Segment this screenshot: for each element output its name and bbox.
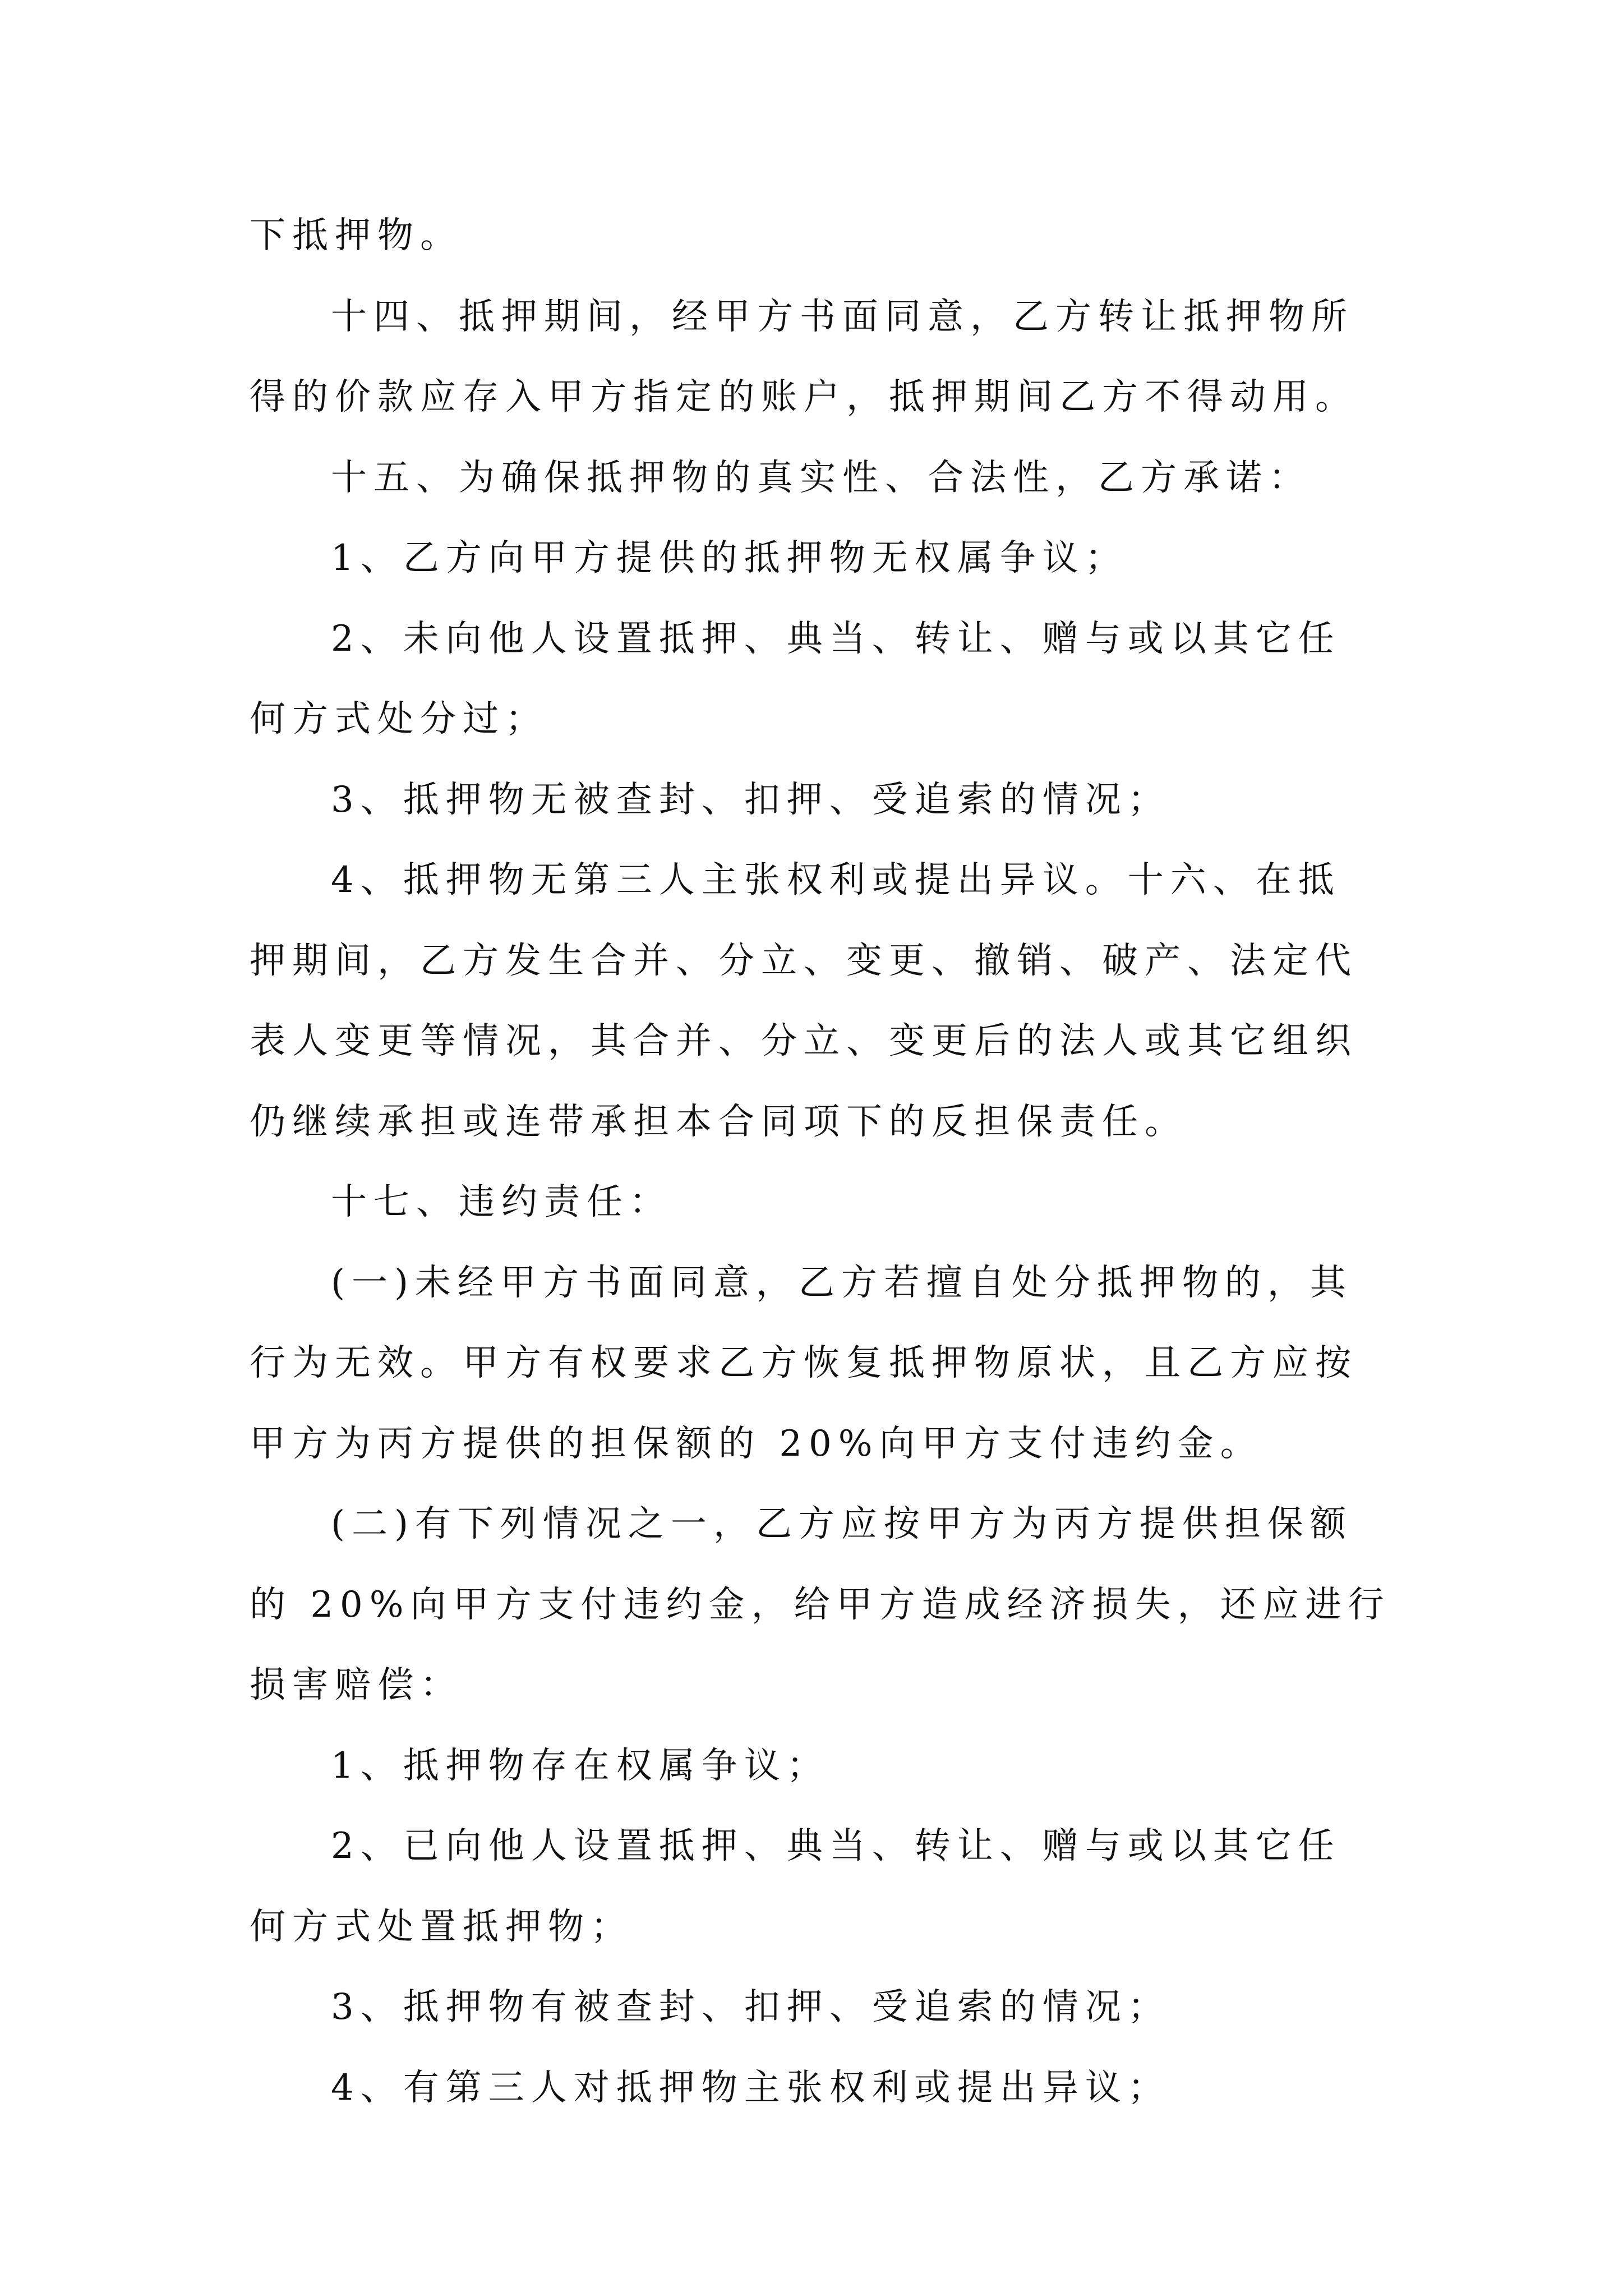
text-line: (一)未经甲方书面同意，乙方若擅自处分抵押物的，其 [331,1262,1353,1304]
text-line: 仍继续承担或连带承担本合同项下的反担保责任。 [250,1101,1187,1143]
text-line: 4、有第三人对抵押物主张权利或提出异议； [331,2067,1170,2109]
text-line: 表人变更等情况，其合并、分立、变更后的法人或其它组织 [250,1020,1358,1062]
text-line: 十七、违约责任： [331,1181,672,1223]
text-line: 行为无效。甲方有权要求乙方恢复抵押物原状，且乙方应按 [250,1342,1358,1384]
text-line: (二)有下列情况之一，乙方应按甲方为丙方提供担保额 [331,1503,1353,1545]
text-line: 十四、抵押期间，经甲方书面同意，乙方转让抵押物所 [331,296,1354,338]
text-line: 甲方为丙方提供的担保额的 20%向甲方支付违约金。 [250,1423,1263,1465]
text-line: 3、抵押物有被查封、扣押、受追索的情况； [331,1986,1170,2028]
text-line: 的 20%向甲方支付违约金，给甲方造成经济损失，还应进行 [250,1584,1391,1626]
text-line: 何方式处分过； [250,698,548,740]
text-line: 2、已向他人设置抵押、典当、转让、赠与或以其它任 [331,1825,1341,1867]
text-line: 损害赔偿： [250,1664,463,1706]
text-line: 押期间，乙方发生合并、分立、变更、撤销、破产、法定代 [250,940,1358,982]
text-line: 1、抵押物存在权属争议； [331,1745,829,1787]
text-line: 2、未向他人设置抵押、典当、转让、赠与或以其它任 [331,618,1341,660]
text-line: 3、抵押物无被查封、扣押、受追索的情况； [331,779,1170,821]
text-line: 十五、为确保抵押物的真实性、合法性，乙方承诺： [331,457,1311,499]
text-line: 得的价款应存入甲方指定的账户，抵押期间乙方不得动用。 [250,376,1358,418]
text-line: 4、抵押物无第三人主张权利或提出异议。十六、在抵 [331,859,1341,901]
text-line: 何方式处置抵押物； [250,1906,633,1948]
text-line: 下抵押物。 [250,215,463,256]
text-line: 1、乙方向甲方提供的抵押物无权属争议； [331,537,1128,579]
